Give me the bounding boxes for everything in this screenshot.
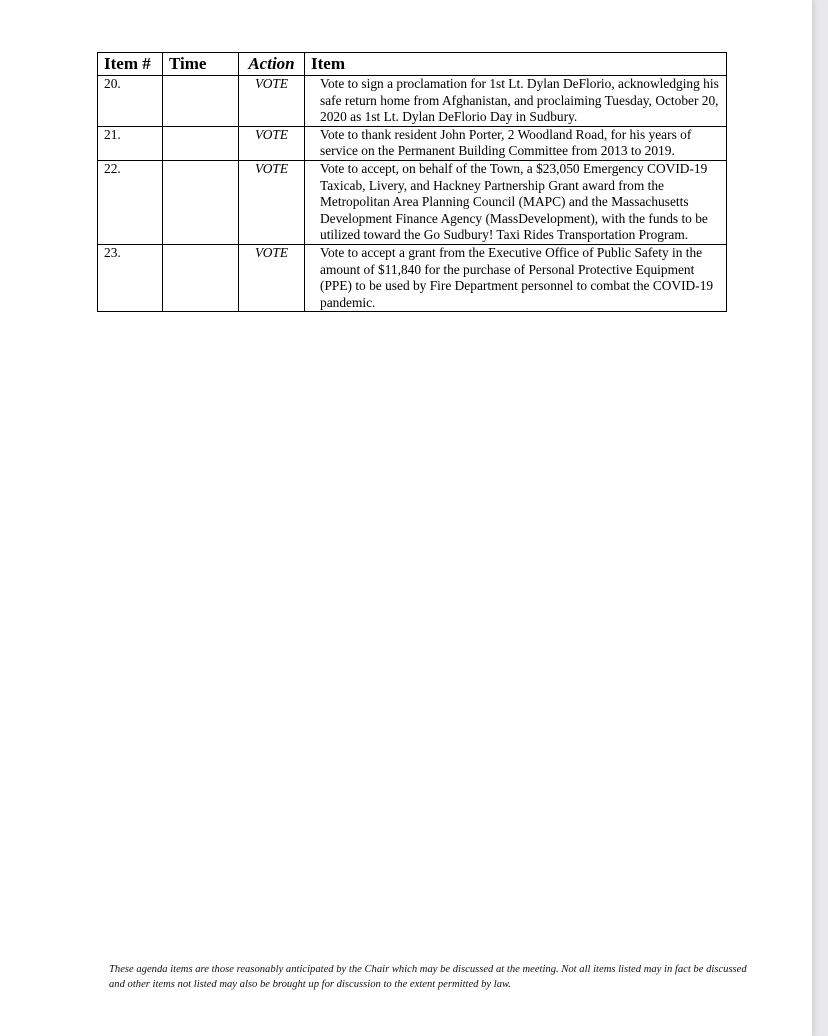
table-row bbox=[98, 76, 727, 127]
row-item-description: Vote to sign a proclamation for 1st Lt. Dylan DeFlorio, acknowledging his safe return home from Afghanistan, and proclaiming Tuesday, October 20, 2020 as 1st Lt. Dylan DeFlorio Day in Sudbury. bbox=[305, 76, 727, 127]
header-time: Time bbox=[163, 53, 239, 76]
row-action: VOTE bbox=[239, 76, 305, 127]
row-action: VOTE bbox=[239, 160, 305, 244]
row-item-number: 20. bbox=[98, 76, 163, 127]
row-item-number: 23. bbox=[98, 244, 163, 311]
row-time bbox=[163, 76, 239, 127]
row-time bbox=[163, 160, 239, 244]
agenda-table bbox=[97, 52, 727, 312]
row-action: VOTE bbox=[239, 126, 305, 160]
row-item-description: Vote to thank resident John Porter, 2 Woodland Road, for his years of service on the Permanent Building Committee from 2013 to 2019. bbox=[305, 126, 727, 160]
row-item-description: Vote to accept a grant from the Executive Office of Public Safety in the amount of $11,840 for the purchase of Personal Protective Equipment (PPE) to be used by Fire Department personnel to combat the COVID-19 pandemic. bbox=[305, 244, 727, 311]
table-row bbox=[98, 244, 727, 311]
table-header-row bbox=[98, 53, 727, 76]
row-item-description: Vote to accept, on behalf of the Town, a $23,050 Emergency COVID-19 Taxicab, Livery, and Hackney Partnership Grant award from the Metropolitan Area Planning Council (MAPC) and the Massachusetts Development Finance Agency (MassDevelopment), with the funds to be utilized toward the Go Sudbury! Taxi Rides Transportation Program. bbox=[305, 160, 727, 244]
header-item: Item bbox=[305, 53, 727, 76]
row-time bbox=[163, 244, 239, 311]
row-item-number: 22. bbox=[98, 160, 163, 244]
table-row bbox=[98, 126, 727, 160]
footer-disclaimer: These agenda items are those reasonably anticipated by the Chair which may be discussed at the meeting. Not all items listed may in fact be discussed and other items not listed may also be brought up for discussion to the extent permitted by law. bbox=[109, 964, 747, 990]
header-item-number: Item # bbox=[98, 53, 163, 76]
row-time bbox=[163, 126, 239, 160]
header-action: Action bbox=[239, 53, 305, 76]
row-item-number: 21. bbox=[98, 126, 163, 160]
table-row bbox=[98, 160, 727, 244]
row-action: VOTE bbox=[239, 244, 305, 311]
